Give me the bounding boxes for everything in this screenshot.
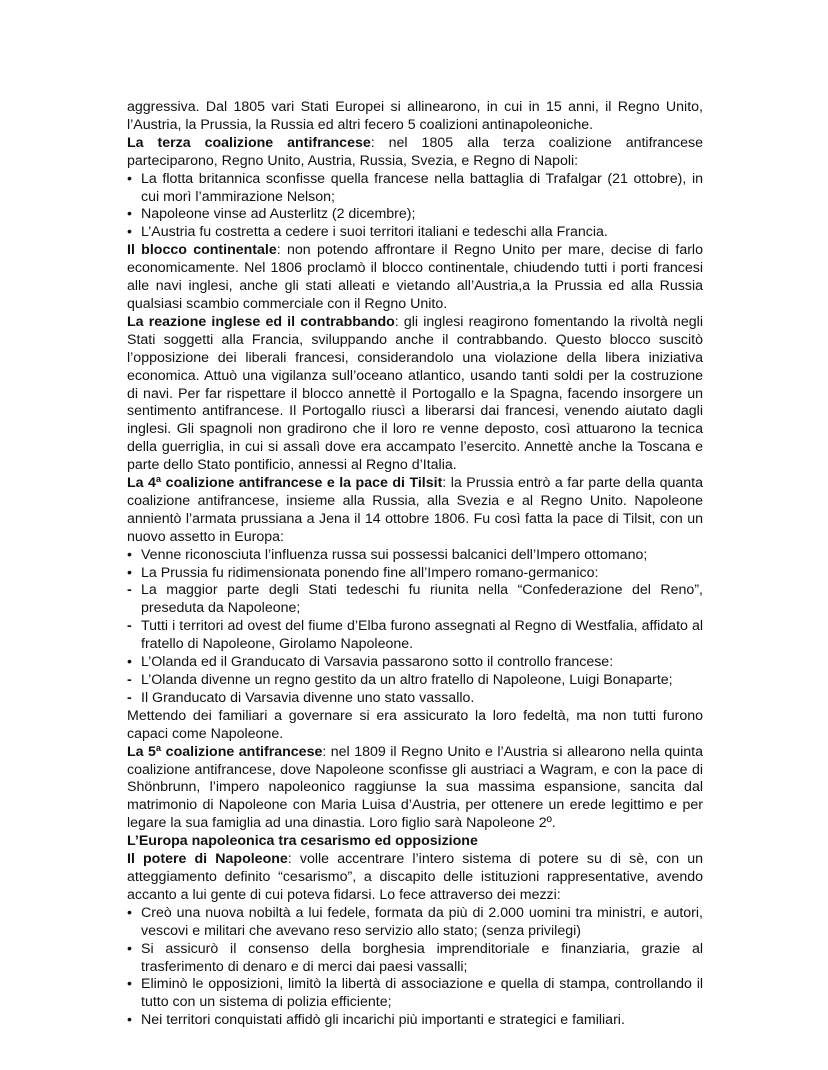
heading-reazione-inglese: La reazione inglese ed il contrabbando — [127, 313, 395, 330]
paragraph-blocco-continentale: Il blocco continentale: non potendo affrontare il Regno Unito per mare, decise di farlo economicamente. Nel 1806 proclamò il blocco continentale, chiudendo tutti i porti francesi alle navi inglesi, anche gli stati alleati e vietando all’Austria,a la Prussia ed alla Russia qualsiasi scambio commerciale con il Regno Unito. — [127, 242, 703, 312]
paragraph-quarta-coalizione: La 4ª coalizione antifrancese e la pace di Tilsit: la Prussia entrò a far parte della quanta coalizione antifrancese, insieme alla Russia, alla Svezia e al Regno Unito. Napoleone annientò l’armata prussiana a Jena il 14 ottobre 1806. Fu così fatta la pace di Tilsit, con un nuovo assetto in Europa: — [127, 475, 703, 545]
bullet-icon: • — [127, 564, 132, 581]
list-terza-coalizione — [127, 171, 703, 243]
list-item: - Il Granducato di Varsavia divenne uno stato vassallo. — [127, 689, 475, 706]
dash-icon: - — [127, 672, 132, 688]
bullet-icon: • — [127, 546, 132, 563]
list-item: • Venne riconosciuta l’influenza russa sui possessi balcanici dell’Impero ottomano; — [127, 546, 648, 563]
bullet-icon: • — [127, 940, 132, 957]
list-item: - La maggior parte degli Stati tedeschi fu riunita nella “Confederazione del Reno”, preseduta da Napoleone; — [127, 582, 703, 617]
list-item: - L’Olanda divenne un regno gestito da un altro fratello di Napoleone, Luigi Bonaparte; — [127, 672, 673, 688]
list-item: • Si assicurò il consenso della borghesia imprenditoriale e finanziaria, grazie al trasferimento di denaro e di merci dai paesi vassalli; — [127, 940, 703, 975]
heading-quarta-coalizione: La 4ª coalizione antifrancese e la pace di Tilsit — [127, 475, 443, 492]
list-item: • L’Austria fu costretta a cedere i suoi territori italiani e tedeschi alla Francia. — [127, 224, 608, 241]
heading-potere-napoleone: Il potere di Napoleone — [127, 851, 288, 868]
section-heading-europa-napoleonica: L’Europa napoleonica tra cesarismo ed opposizione — [127, 833, 478, 850]
heading-blocco-continentale: Il blocco continentale — [127, 242, 277, 259]
list-item: • L’Olanda ed il Granducato di Varsavia passarono sotto il controllo francese: — [127, 654, 614, 671]
paragraph-terza-coalizione: La terza coalizione antifrancese: nel 1805 alla terza coalizione antifrancese parteciparono, Regno Unito, Austria, Russia, Svezia, e Regno di Napoli: — [127, 134, 703, 169]
bullet-icon: • — [127, 654, 132, 671]
document-page — [127, 99, 703, 1030]
list-item: - Tutti i territori ad ovest del fiume d’Elba furono assegnati al Regno di Westfalia, affidato al fratello di Napoleone, Girolamo Napoleone. — [127, 618, 703, 653]
dash-icon: - — [127, 689, 132, 706]
bullet-icon: • — [127, 976, 132, 993]
dash-icon: - — [127, 582, 132, 599]
dash-icon: - — [127, 618, 132, 635]
paragraph-intro: aggressiva. Dal 1805 vari Stati Europei si allinearono, in cui in 15 anni, il Regno Unito, l’Austria, la Prussia, la Russia ed altri fecero 5 coalizioni antinapoleoniche. — [127, 99, 703, 133]
heading-quinta-coalizione: La 5ª coalizione antifrancese — [127, 743, 323, 760]
bullet-icon: • — [127, 904, 132, 921]
list-pace-tilsit — [127, 547, 703, 708]
list-item: • Creò una nuova nobiltà a lui fedele, formata da più di 2.000 uomini tra ministri, e autori, vescovi e militari che avevano reso servizio allo stato; (senza privilegi) — [127, 904, 703, 939]
paragraph-familiari: Mettendo dei familiari a governare si era assicurato la loro fedeltà, ma non tutti furono capaci come Napoleone. — [127, 707, 703, 742]
list-item: • La Prussia fu ridimensionata ponendo fine all’Impero romano-germanico: — [127, 564, 599, 581]
paragraph-potere-napoleone: Il potere di Napoleone: volle accentrare l’intero sistema di potere su di sè, con un atteggiamento definito “cesarismo”, a discapito delle istituzioni rappresentative, avendo accanto a lui gente di cui poteva fidarsi. Lo fece attraverso dei mezzi: — [127, 851, 704, 903]
list-potere-napoleone — [127, 905, 703, 1030]
paragraph-quinta-coalizione: La 5ª coalizione antifrancese: nel 1809 il Regno Unito e l’Austria si allearono nella quinta coalizione antifrancese, dove Napoleone sconfisse gli austriaci a Wagram, e con la pace di Shönbrunn, l’impero napoleonico raggiunse la sua massima espansione, sancita dal matrimonio di Napoleone con Maria Luisa d’Austria, per ottenere un erede legittimo e per legare la sua famiglia ad una dinastia. Loro figlio sarà Napoleone 2º. — [127, 743, 703, 832]
bullet-icon: • — [127, 224, 132, 241]
list-item: • Nei territori conquistati affidò gli incarichi più importanti e strategici e familiari. — [127, 1012, 625, 1029]
bullet-icon: • — [127, 1012, 132, 1029]
list-item: • Eliminò le opposizioni, limitò la libertà di associazione e quella di stampa, controllando il tutto con un sistema di polizia efficiente; — [127, 976, 703, 1011]
heading-terza-coalizione: La terza coalizione antifrancese — [127, 134, 371, 151]
bullet-icon: • — [127, 206, 132, 223]
bullet-icon: • — [127, 170, 132, 187]
list-item: • La flotta britannica sconfisse quella francese nella battaglia di Trafalgar (21 ottobre), in cui morì l’ammirazione Nelson; — [127, 170, 703, 205]
paragraph-reazione-inglese: La reazione inglese ed il contrabbando: gli inglesi reagirono fomentando la rivoltà negli Stati soggetti alla Francia, sviluppando anche il contrabbando. Questo blocco suscitò l’opposizione dei liberali francesi, considerandolo una violazione della libera iniziativa economica. Attuò una vigilanza sull’oceano atlantico, usando tanti soldi per la costruzione di navi. Per far rispettare il blocco annettè il Portogallo e la Spagna, facendo insorgere un sentimento antifrancese. Il Portogallo riuscì a liberarsi dai francesi, venendo aiutato dagli inglesi. Gli spagnoli non gradirono che il loro re venne deposto, così attuarono la tecnica della guerriglia, in cui si assalì dove era accampato l’esercito. Annettè anche la Toscana e parte dello Stato pontificio, annessi al Regno d’Italia. — [127, 313, 703, 474]
list-item: • Napoleone vinse ad Austerlitz (2 dicembre); — [127, 206, 416, 223]
